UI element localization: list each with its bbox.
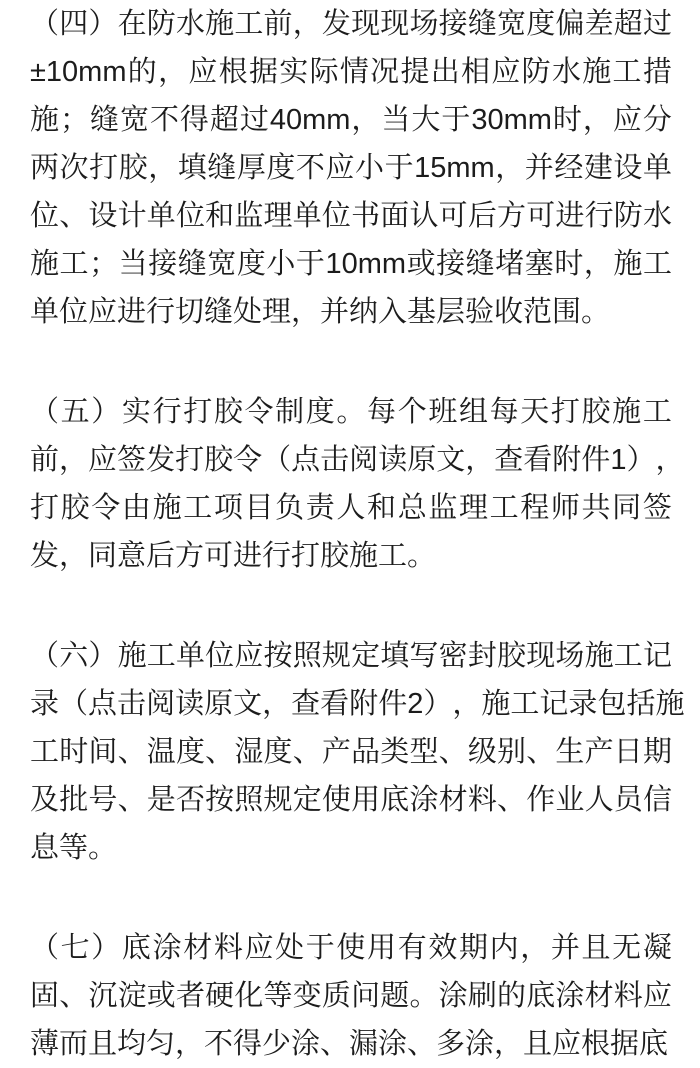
text-line: 息等。 [30, 832, 118, 864]
text-line: 打 胶 令 由 施 工 项 目 负 责 人 和 总 监 理 工 程 师 共 同 签 [30, 492, 672, 524]
text-line: （ 五 ） 实 行 打 胶 令 制 度 。 每 个 班 组 每 天 打 胶 施 工 [30, 396, 672, 428]
text-line: （ 四 ） 在 防 水 施 工 前 ， 发 现 现 场 接 缝 宽 度 偏 差 超 过 [30, 8, 672, 40]
text-line: 录 （ 点 击 阅 读 原 文 ， 查 看 附 件 2 ） ， 施 工 记 录 包 括 施 [30, 688, 685, 720]
text-line: 发，同意后方可进行打胶施工。 [30, 540, 437, 572]
text-line: 施 工 ； 当 接 缝 宽 度 小 于 10mm 或 接 缝 堵 塞 时 ， 施 工 [30, 248, 672, 280]
text-line: 薄而且均匀，不得少涂、漏涂、多涂，且应根据底 [30, 1028, 669, 1060]
text-line: 工 时 间 、 温 度 、 湿 度 、 产 品 类 型 、 级 别 、 生 产 日 期 [30, 736, 672, 768]
text-line: 施 ； 缝 宽 不 得 超 过 40mm ， 当 大 于 30mm 时 ， 应 分 [30, 104, 672, 136]
paragraph-clause-7 [30, 924, 672, 1068]
text-line: 单位应进行切缝处理，并纳入基层验收范围。 [30, 296, 611, 328]
paragraph-clause-4 [30, 0, 672, 336]
text-line: （ 六 ） 施 工 单 位 应 按 照 规 定 填 写 密 封 胶 现 场 施 工 记 [30, 640, 672, 672]
text-line: ±10mm 的 ， 应 根 据 实 际 情 况 提 出 相 应 防 水 施 工 措 [30, 56, 672, 88]
text-line: （ 七 ） 底 涂 材 料 应 处 于 使 用 有 效 期 内 ， 并 且 无 凝 [30, 932, 672, 964]
text-line: 两 次 打 胶 ， 填 缝 厚 度 不 应 小 于 15mm ， 并 经 建 设 单 [30, 152, 672, 184]
text-line: 位 、 设 计 单 位 和 监 理 单 位 书 面 认 可 后 方 可 进 行 防 水 [30, 200, 672, 232]
paragraph-clause-5 [30, 388, 685, 580]
text-line: 前 ， 应 签 发 打 胶 令 （ 点 击 阅 读 原 文 ， 查 看 附 件 1 ） ， [30, 444, 685, 476]
paragraph-clause-6 [30, 632, 685, 872]
text-line: 及 批 号 、 是 否 按 照 规 定 使 用 底 涂 材 料 、 作 业 人 员 信 [30, 784, 672, 816]
text-line: 固 、 沉 淀 或 者 硬 化 等 变 质 问 题 。 涂 刷 的 底 涂 材 料 应 [30, 980, 672, 1012]
